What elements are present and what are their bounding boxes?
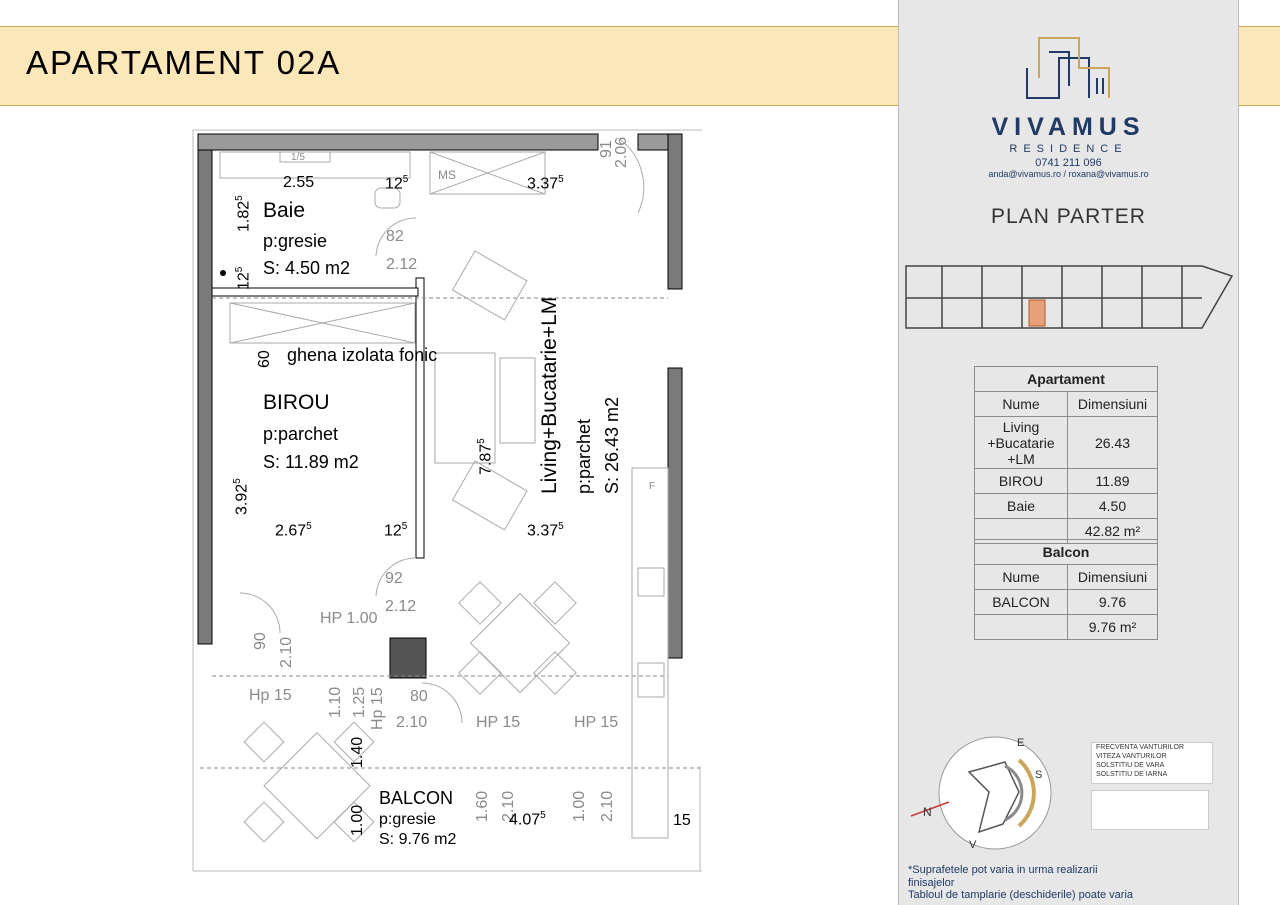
- dim-3-37-a: 3.37$^5$: [527, 174, 564, 193]
- dim-15: 15: [673, 812, 691, 829]
- legend-item: VITEZA VANTURILOR: [1096, 753, 1167, 760]
- dim-2-55: 2.55: [283, 174, 315, 191]
- dim-1-00-b: 1.00: [571, 790, 588, 822]
- room-living-name: Living+Bucatarie+LM: [538, 296, 561, 494]
- dim-3-92: 3.92$^5$: [232, 478, 251, 515]
- room-balcon-name: BALCON: [379, 788, 454, 808]
- room-birou-floor: p:parchet: [263, 424, 339, 444]
- dim-2-06: 2.06: [613, 136, 630, 168]
- page-title: APARTAMENT 02A: [26, 44, 342, 81]
- dim-91: 91: [598, 140, 615, 158]
- room-birou-area: S: 11.89 m2: [263, 452, 359, 472]
- balcony-table: Balcon Nume Dimensiuni BALCON 9.76 9.76 m²: [974, 539, 1158, 640]
- svg-text:V: V: [969, 839, 977, 851]
- table-row: Living +Bucatarie +LM: [975, 417, 1068, 469]
- hp-15-label-b: HP 15: [476, 714, 521, 731]
- dim-2-10-c: 2.10: [500, 790, 517, 822]
- brand-name: VIVAMUS: [991, 113, 1146, 141]
- room-balcon-floor: p:gresie: [379, 811, 436, 828]
- room-balcon-area: S: 9.76 m2: [379, 831, 457, 848]
- legend-item: SOLSTITIU DE IARNA: [1096, 771, 1168, 778]
- dim-82: 82: [386, 228, 404, 245]
- note-line-3: Tabloul de tamplarie (deschiderile) poate varia: [908, 889, 1134, 901]
- dim-1-00-a: 1.00: [349, 804, 366, 836]
- legend-item: SOLSTITIU DE VARA: [1096, 762, 1165, 769]
- dim-2-10-b: 2.10: [396, 714, 428, 731]
- dim-2-10-a: 2.10: [278, 636, 295, 668]
- wind-rose-compass-icon: [909, 732, 1069, 854]
- hp-15-label-c: HP 15: [574, 714, 619, 731]
- fridge-label: F: [649, 481, 656, 492]
- room-baie-area: S: 4.50 m2: [263, 258, 351, 278]
- brand-subtitle: RESIDENCE: [1009, 143, 1128, 155]
- room-baie-floor: p:gresie: [263, 231, 328, 251]
- dim-1-60: 1.60: [474, 790, 491, 822]
- note-line-1: *Suprafetele pot varia in urma realizarii: [908, 864, 1098, 876]
- ms-label: MS: [438, 168, 456, 182]
- dim-80: 80: [410, 688, 428, 705]
- dim-7-87: 7.87$^5$: [476, 438, 495, 475]
- dim-1-10: 1.10: [327, 686, 344, 718]
- hp-15-label-a: Hp 15: [249, 687, 292, 704]
- room-living-area: S: 26.43 m2: [602, 396, 622, 494]
- dim-92: 92: [385, 570, 403, 587]
- dim-60: 60: [256, 350, 273, 368]
- apartment-highlight: [1029, 300, 1045, 326]
- room-birou-name: BIROU: [263, 391, 330, 414]
- info-sidebar: [898, 0, 1239, 905]
- dim-1-40: 1.40: [349, 736, 366, 768]
- note-line-2: finisajelor: [908, 877, 955, 889]
- apartment-table: Apartament Nume Dimensiuni Living +Bucatarie +LM 26.43 BIROU 11.89 Baie 4.50 42.82 m²: [974, 366, 1158, 544]
- dim-4-07: 4.07$^5$: [509, 810, 546, 829]
- plan-title: PLAN PARTER: [991, 205, 1146, 228]
- ghena-label: ghena izolata fonic: [287, 345, 438, 365]
- hp-15-label-v: Hp 15: [369, 687, 386, 730]
- dim-12-b: $12^5$: [234, 266, 253, 290]
- dim-3-37-b: 3.37$^5$: [527, 521, 564, 540]
- wind-legend: [1091, 742, 1213, 784]
- hp-1-00-label: HP 1.00: [320, 610, 378, 627]
- ground-floor-plan-thumbnail: [902, 258, 1234, 338]
- svg-text:S: S: [1035, 769, 1043, 781]
- legend-item: FRECVENTA VANTURILOR: [1096, 744, 1185, 751]
- dim-90: 90: [252, 632, 269, 650]
- window-label: 1/5: [291, 152, 305, 163]
- dim-12-c: $12^5$: [384, 521, 408, 540]
- svg-text:N: N: [923, 805, 932, 819]
- dim-12-a: $12^5$: [385, 174, 409, 193]
- wall-left: [198, 134, 212, 644]
- apartment-table-header: Apartament: [975, 367, 1158, 392]
- dim-2-12-a: 2.12: [386, 256, 418, 273]
- dim-1-25: 1.25: [351, 686, 368, 718]
- solstice-diagram: [1091, 790, 1209, 830]
- dim-2-67: 2.67$^5$: [275, 521, 312, 540]
- brand-phone: 0741 211 096: [1035, 157, 1102, 169]
- room-baie-name: Baie: [263, 199, 306, 222]
- balcony-total: 9.76 m²: [1068, 615, 1158, 640]
- brand-logo-icon: [1019, 28, 1119, 104]
- room-living-floor: p:parchet: [574, 418, 594, 494]
- apartment-total: 42.82 m²: [1068, 519, 1158, 544]
- dim-2-12-b: 2.12: [385, 598, 417, 615]
- brand-email: anda@vivamus.ro / roxana@vivamus.ro: [988, 169, 1149, 179]
- svg-text:E: E: [1017, 737, 1025, 749]
- dim-1-82: 1.82$^5$: [234, 195, 253, 232]
- dim-2-10-d: 2.10: [599, 790, 616, 822]
